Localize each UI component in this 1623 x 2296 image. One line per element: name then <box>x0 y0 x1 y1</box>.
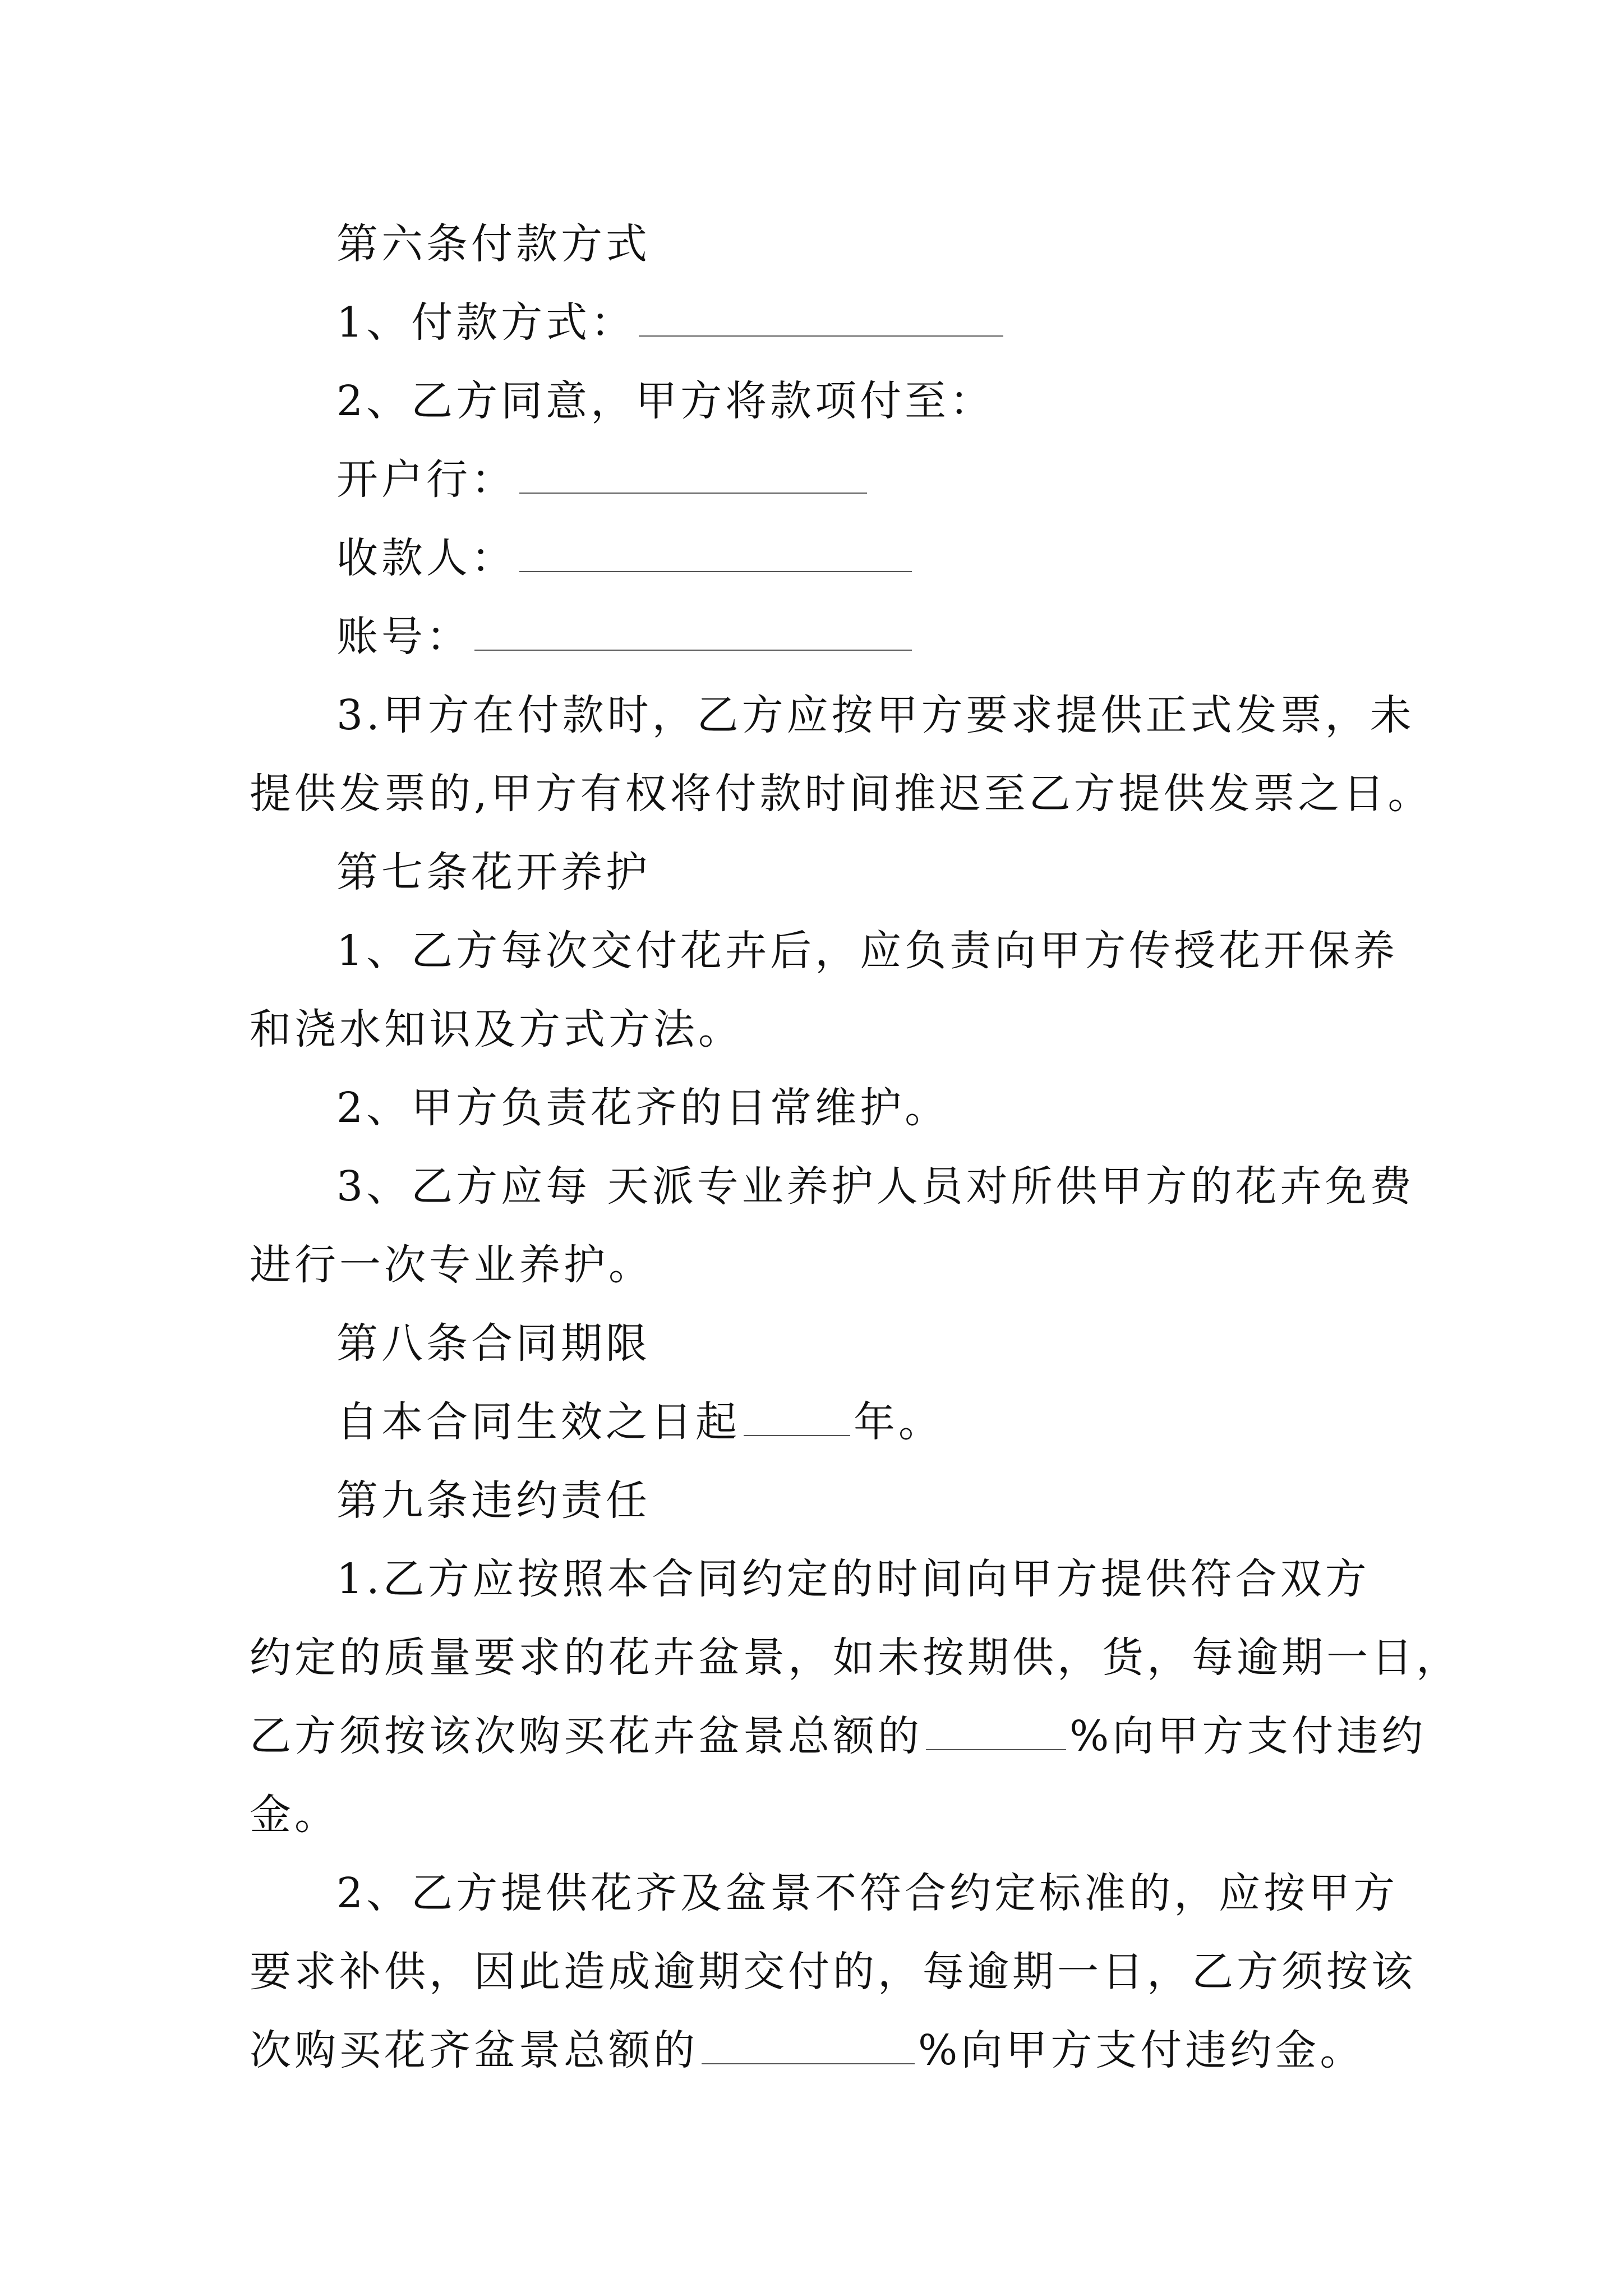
payee-line <box>336 530 915 586</box>
penalty-rate-blank-2 <box>702 2027 915 2064</box>
article-9-item-2-line-1: 2、乙方提供花齐及盆景不符合约定标准的，应按甲方 <box>336 1869 1399 1917</box>
penalty-text-3: 次购买花齐盆景总额的 <box>250 2026 698 2074</box>
article-7-item-3-line-2: 进行一次专业养护。 <box>250 1241 653 1289</box>
article-9-item-1-line-3 <box>250 1708 1426 1764</box>
bank-blank <box>519 457 867 494</box>
article-9-item-1-line-4: 金。 <box>250 1791 339 1839</box>
account-line <box>336 609 915 665</box>
article-9-item-2-line-3 <box>250 2022 1364 2078</box>
article-6-item-2: 2、乙方同意，甲方将款项付至： <box>336 377 995 425</box>
contract-term-unit: 年。 <box>854 1398 943 1446</box>
account-label: 账号： <box>336 613 471 661</box>
article-9-item-1-line-2: 约定的质量要求的花卉盆景，如未按期供，货，每逾期一日， <box>250 1634 1461 1682</box>
payee-blank <box>519 535 912 572</box>
contract-term-line <box>336 1394 943 1450</box>
article-7-item-2: 2、甲方负责花齐的日常维护。 <box>336 1084 950 1132</box>
article-6-title: 第六条付款方式 <box>336 220 651 268</box>
article-7-item-3-line-1: 3、乙方应每 天派专业养护人员对所供甲方的花卉免费 <box>336 1162 1415 1211</box>
payment-method-label: 1、付款方式： <box>336 298 636 347</box>
penalty-text-2: %向甲方支付违约 <box>1069 1712 1427 1760</box>
article-9-item-2-line-2: 要求补供，因此造成逾期交付的，每逾期一日，乙方须按该 <box>250 1948 1416 1996</box>
article-7-title: 第七条花开养护 <box>336 848 651 896</box>
contract-term-blank <box>744 1399 850 1436</box>
penalty-text-4: %向甲方支付违约金。 <box>918 2026 1365 2074</box>
payment-method-blank <box>639 300 1003 337</box>
article-6-item-3-line-2: 提供发票的,甲方有权将付款时间推迟至乙方提供发票之日。 <box>250 770 1433 818</box>
bank-label: 开户行： <box>336 455 516 504</box>
bank-line <box>336 452 870 508</box>
article-7-item-1-line-1: 1、乙方每次交付花卉后，应负责向甲方传授花开保养 <box>336 927 1399 975</box>
payee-label: 收款人： <box>336 534 516 582</box>
article-9-item-1-line-1: 1.乙方应按照本合同约定的时间向甲方提供符合双方 <box>336 1555 1370 1603</box>
contract-term-text: 自本合同生效之日起 <box>336 1398 740 1446</box>
article-6-item-3-line-1: 3.甲方在付款时，乙方应按甲方要求提供正式发票，未 <box>336 691 1415 739</box>
article-9-title: 第九条违约责任 <box>336 1476 651 1525</box>
penalty-rate-blank-1 <box>926 1713 1066 1750</box>
account-blank <box>474 614 912 651</box>
article-8-title: 第八条合同期限 <box>336 1319 651 1368</box>
article-7-item-1-line-2: 和浇水知识及方式方法。 <box>250 1005 743 1053</box>
payment-method-line <box>336 295 1007 351</box>
penalty-text-1: 乙方须按该次购买花卉盆景总额的 <box>250 1712 923 1760</box>
